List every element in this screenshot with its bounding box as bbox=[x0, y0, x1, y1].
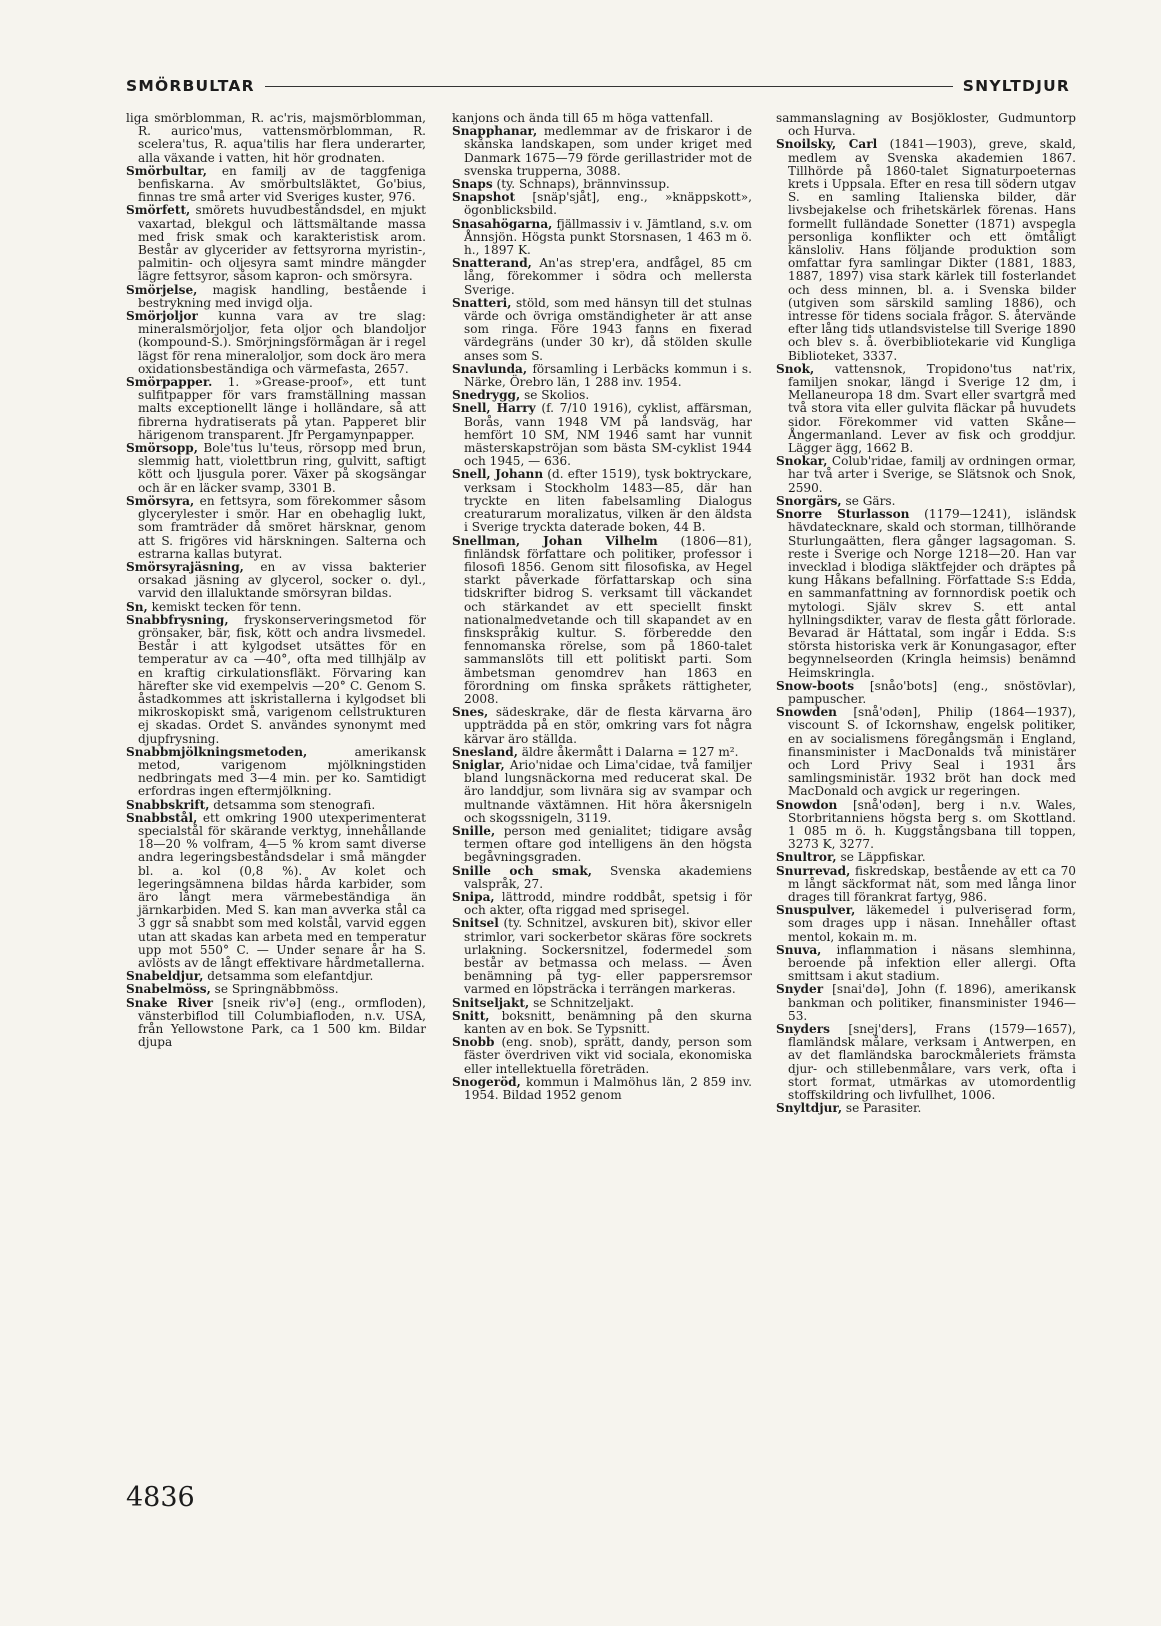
entry-text: detsamma som stenografi. bbox=[213, 797, 376, 812]
entry-text: sädeskrake, där de flesta kärvarna äro uppträdda på en stör, omkring vars fot några kärvar äro ställda. bbox=[464, 705, 752, 746]
entry-headword: Snowdon bbox=[776, 797, 838, 812]
entry-headword: Smörsopp, bbox=[126, 441, 198, 456]
entry-text: sammanslagning av Bosjökloster, Gudmuntorp och Hurva. bbox=[776, 112, 1076, 139]
entry-text: person med genialitet; tidigare avsåg termen oftare god intelligens än den högsta begåvningsgraden. bbox=[464, 823, 752, 865]
dictionary-entry bbox=[776, 944, 1076, 984]
entry-headword: Snow-boots bbox=[776, 678, 855, 693]
running-head-right: SNYLTDJUR bbox=[962, 77, 1070, 95]
entry-headword: Snurrevad, bbox=[776, 863, 851, 878]
dictionary-entry bbox=[776, 865, 1076, 905]
entry-headword: Snorre Sturlasson bbox=[776, 507, 910, 522]
column-1 bbox=[126, 112, 426, 1462]
dictionary-entry bbox=[452, 363, 752, 389]
entry-text: se Schnitzeljakt. bbox=[533, 995, 635, 1010]
entry-text: lättrodd, mindre roddbåt, spetsig i för och akter, ofta riggad med sprisegel. bbox=[464, 889, 752, 918]
entry-text: Bole'tus lu'teus, rörsopp med brun, slemmig hatt, violettbrun ring, gulvitt, saftigt kött och ljusgula porer. Växer på skogsängar och är en läcker svamp, 3301 B. bbox=[138, 441, 426, 495]
entry-headword: Snoilsky, Carl bbox=[776, 137, 878, 152]
entry-text: amerikansk metod, varigenom mjölkningstiden nedbringats med 3—4 min. per ko. Samtidigt erfordras ingen eftermjölkning. bbox=[138, 744, 426, 799]
dictionary-entry bbox=[452, 218, 752, 258]
entry-text: vattensnok, Tropidono'tus nat'rix, familjen snokar, längd i Sverige 12 dm, i Mellaneuropa 18 dm. Svart eller svartgrå med två stora vita eller gulvita fläckar på huvudets sidor. Förekommer vid vatten Skåne—Ångermanland. Lever av fisk och groddjur. Lägger ägg, 1662 B. bbox=[788, 361, 1076, 456]
entry-text: en fettsyra, som förekommer såsom glycerylester i smör. Har en obehaglig lukt, som framträder då smöret härsknar, genom att S. frigöres vid härskningen. Salterna och estrarna kallas butyrat. bbox=[138, 493, 426, 561]
entry-headword: Snabbskrift, bbox=[126, 797, 210, 812]
entry-text: kommun i Malmöhus län, 2 859 inv. 1954. Bildad 1952 genom bbox=[464, 1074, 752, 1103]
entry-text: kemiskt tecken för tenn. bbox=[151, 599, 302, 614]
dictionary-entry bbox=[126, 442, 426, 495]
dictionary-entry bbox=[776, 983, 1076, 1023]
entry-headword: Snorgärs, bbox=[776, 493, 842, 508]
entry-text: fjällmassiv i v. Jämtland, s.v. om Ånnsjön. Högsta punkt Storsnasen, 1 463 m ö. h., 1897 K. bbox=[464, 216, 752, 258]
entry-text: magisk handling, bestående i bestrykning med invigd olja. bbox=[138, 282, 426, 310]
entry-headword: Snille, bbox=[452, 823, 496, 838]
entry-text: äldre åkermått i Dalarna = 127 m². bbox=[521, 744, 739, 759]
entry-headword: Snavlunda, bbox=[452, 361, 528, 376]
dictionary-entry bbox=[776, 904, 1076, 944]
entry-text: [snej'ders], Frans (1579—1657), flamländsk målare, verksam i Antwerpen, en av det flamländska barockmåleriets främsta djur- och stillebenmålare, vars verk, ofta i stort format, utmärkas av utomordentlig stoffskildring och livfullhet, 1006. bbox=[788, 1022, 1076, 1103]
dictionary-entry bbox=[126, 614, 426, 746]
dictionary-entry bbox=[126, 112, 426, 165]
entry-headword: Snyders bbox=[776, 1022, 830, 1037]
dictionary-entry bbox=[126, 284, 426, 310]
dictionary-entry bbox=[776, 799, 1076, 852]
entry-text: fryskonserveringsmetod för grönsaker, bär, fisk, kött och andra livsmedel. Består i att kylgodset utsättes för en temperatur av ca —40°, ofta med tillhjälp av en kraftig cirkulationsfläkt. Förvaring kan härefter ske vid exempelvis —20° C. Genom S. åstadkommes att iskristallerna i kylgodset bli mikroskopiskt små, varigenom cellstrukturen ej skadas. Ordet S. användes synonymt med djupfrysning. bbox=[138, 612, 426, 746]
entry-text: en familj av de taggfeniga benfiskarna. Av smörbultsläktet, Go'bius, finnas tre små arter vid Sveriges kuster, 976. bbox=[138, 163, 426, 205]
entry-headword: Smörjoljor bbox=[126, 309, 198, 324]
entry-headword: Snitseljakt, bbox=[452, 995, 530, 1010]
entry-text: Colub'ridae, familj av ordningen ormar, har två arter i Sverige, se Slätsnok och Snok, 2590. bbox=[788, 454, 1076, 495]
dictionary-entry bbox=[126, 746, 426, 799]
dictionary-entry bbox=[452, 865, 752, 891]
entry-headword: Snapshot bbox=[452, 190, 516, 205]
dictionary-entry bbox=[776, 706, 1076, 798]
entry-text: inflammation i näsans slemhinna, beroende på infektion eller allergi. Ofta smittsam i akut stadium. bbox=[788, 942, 1076, 984]
dictionary-entry bbox=[126, 997, 426, 1050]
entry-headword: Snyder bbox=[776, 982, 824, 997]
entry-headword: Snille och smak, bbox=[452, 863, 593, 878]
entry-headword: Snell, Johann bbox=[452, 467, 544, 482]
dictionary-entry bbox=[776, 455, 1076, 495]
entry-text: [sneik riv'ə] (eng., ormfloden), vänsterbiflod till Columbiafloden, n.v. USA, från Yellowstone Park, ca 1 500 km. Bildar djupa bbox=[138, 995, 426, 1050]
entry-headword: Snesland, bbox=[452, 744, 518, 759]
entry-text: [snäp'sjåt], eng., »knäppskott», ögonblicksbild. bbox=[464, 190, 752, 218]
dictionary-entry bbox=[776, 680, 1076, 706]
entry-headword: Snasahögarna, bbox=[452, 216, 553, 231]
entry-text: [snå'odən], berg i n.v. Wales, Storbritanniens högsta berg s. om Skottland. 1 085 m ö. h. Kuggstångsbana till toppen, 3273 K, 3277. bbox=[788, 797, 1076, 852]
entry-headword: Snultror, bbox=[776, 850, 837, 865]
entry-text: (ty. Schnitzel, avskuren bit), skivor eller strimlor, vari sockerbetor skäras före sockrets urlakning. Sockersnitzel, fodermedel som består av betmassa och melass. — Även benämning på tyg- eller pappersremsor varmed en löpsträcka i terrängen markeras. bbox=[464, 916, 752, 997]
entry-text: 1. »Grease-proof», ett tunt sulfitpapper för vars framställning massan malts exceptionellt länge i holländare, så att fibrerna hydratiserats på ytan. Papperet blir härigenom transparent. Jfr Pergamynpapper. bbox=[138, 375, 426, 442]
entry-headword: Snell, Harry bbox=[452, 401, 536, 416]
entry-text: stöld, som med hänsyn till det stulnas värde och övriga omständigheter är att anse som ringa. Före 1943 fanns en fixerad värdegräns (under 30 kr), då stölden skulle anses som S. bbox=[464, 295, 752, 363]
dictionary-entry bbox=[452, 257, 752, 297]
dictionary-entry bbox=[126, 376, 426, 442]
entry-headword: Sniglar, bbox=[452, 757, 505, 772]
entry-text: kanjons och ända till 65 m höga vattenfall. bbox=[452, 112, 714, 125]
entry-text: fiskredskap, bestående av ett ca 70 m långt säckformat nät, som med långa linor drages till förankrat fartyg, 986. bbox=[788, 863, 1076, 904]
entry-text: Ario'nidae och Lima'cidae, två familjer bland lungsnäckorna med reducerat skal. De äro landdjur, som livnära sig av svampar och multnande växtämnen. Hit höra åkersnigeln och skogssnigeln, 3119. bbox=[464, 757, 752, 825]
dictionary-entry bbox=[452, 1076, 752, 1102]
entry-text: boksnitt, benämning på den skurna kanten av en bok. Se Typsnitt. bbox=[464, 1008, 752, 1037]
dictionary-entry bbox=[452, 468, 752, 534]
dictionary-entry bbox=[452, 1036, 752, 1076]
entry-text: läkemedel i pulveriserad form, som drages upp i näsan. Innehåller oftast mentol, kokain m. m. bbox=[788, 903, 1076, 944]
entry-text: se Parasiter. bbox=[845, 1101, 922, 1116]
entry-headword: Smörsyra, bbox=[126, 493, 195, 508]
entry-headword: Snok, bbox=[776, 361, 815, 376]
dictionary-entry bbox=[126, 165, 426, 205]
dictionary-entry bbox=[776, 508, 1076, 680]
entry-text: ett omkring 1900 utexperimenterat specialstål för skärande verktyg, innehållande 18—20 % volfram, 4—5 % krom samt diverse andra legeringsbeståndsdelar i små mängder bl. a. kol (0,8 %). Av kolet och legeringsämnena bildas hårda karbider, som äro långt mera värmebeständiga än järnkarbiden. Med S. kan man avverka stål ca 3 ggr så snabbt som med kolstål, varvid eggen utan att skadas kan arbeta med en temperatur upp mot 550° C. — Under senare år ha S. avlösts av de långt effektivare hårdmetallerna. bbox=[138, 810, 426, 970]
entry-headword: Snabeldjur, bbox=[126, 969, 204, 984]
column-2 bbox=[452, 112, 752, 1462]
column-3 bbox=[776, 112, 1076, 1462]
running-head-left: SMÖRBULTAR bbox=[126, 77, 255, 95]
entry-headword: Snatteri, bbox=[452, 295, 512, 310]
entry-headword: Snapphanar, bbox=[452, 124, 538, 139]
entry-text: (1806—81), finländsk författare och politiker, professor i filosofi 1856. Genom sitt filosofiska, av Hegel starkt påverkade författarskap och sina tidskrifter bidrog S. verksamt till väckandet och stärkandet av ett speciellt finskt nationalmedvetande och till skapandet av en finskspråkig kultur. S. förberedde den fennomanska rörelse, som på 1860-talet sammanslöts till ett politiskt parti. Som ämbetsman genomdrev han 1863 en förordning om finska språkets rättigheter, 2008. bbox=[464, 533, 752, 706]
entry-text: [snåo'bots] (eng., snöstövlar), pampuscher. bbox=[788, 678, 1076, 706]
dictionary-entry bbox=[126, 495, 426, 561]
entry-text: se Läppfiskar. bbox=[840, 850, 926, 865]
entry-headword: Snuva, bbox=[776, 942, 822, 957]
entry-headword: Snokar, bbox=[776, 454, 828, 469]
entry-headword: Snabbmjölkningsmetoden, bbox=[126, 744, 308, 759]
dictionary-entry bbox=[452, 535, 752, 707]
entry-text: liga smörblomman, R. ac'ris, majsmörblomman, R. aurico'mus, vattensmörblomman, R. scelera'tus, R. aqua'tilis har flera underarter, alla växande i vatten, hit hör grodnaten. bbox=[126, 112, 426, 165]
entry-headword: Smörbultar, bbox=[126, 163, 207, 178]
dictionary-entry bbox=[452, 297, 752, 363]
dictionary-entry bbox=[452, 1010, 752, 1036]
entry-text: kunna vara av tre slag: mineralsmörjoljor, feta oljor och blandoljor (kompound-S.). Smörjningsförmågan är i regel lägst för rena mineraloljor, som dock äro mera oxidationsbeständiga och värmefasta, 2657. bbox=[138, 309, 426, 376]
entry-headword: Snaps bbox=[452, 177, 493, 192]
entry-headword: Snuspulver, bbox=[776, 903, 856, 918]
dictionary-entry bbox=[776, 112, 1076, 138]
dictionary-entry bbox=[452, 125, 752, 178]
entry-headword: Snitsel bbox=[452, 916, 499, 931]
entry-headword: Snogeröd, bbox=[452, 1074, 521, 1089]
entry-text: (f. 7/10 1916), cyklist, affärsman, Borås, vann 1948 VM på landsväg, har hemfört 10 SM, NM 1946 samt har vunnit mästerskapströjan som bästa SM-cyklist 1944 och 1945, — 636. bbox=[464, 401, 752, 469]
entry-text: An'as strep'era, andfågel, 85 cm lång, förekommer i södra och mellersta Sverige. bbox=[464, 256, 752, 297]
entry-text: se Springnäbbmöss. bbox=[214, 982, 339, 997]
entry-headword: Sn, bbox=[126, 599, 148, 614]
entry-headword: Snipa, bbox=[452, 889, 495, 904]
entry-text: [snå'odən], Philip (1864—1937), viscount S. of Ickornshaw, engelsk politiker, en av socialismens föregångsmän i England, finansminister i MacDonalds två ministärer och Lord Privy Seal i 1931 års samlingsministär. 1932 bröt han dock med MacDonald och avgick ur regeringen. bbox=[788, 705, 1076, 799]
entry-text: se Gärs. bbox=[845, 493, 896, 508]
dictionary-entry bbox=[776, 363, 1076, 455]
entry-headword: Smörpapper. bbox=[126, 375, 213, 390]
entry-headword: Snedrygg, bbox=[452, 388, 521, 403]
entry-headword: Snes, bbox=[452, 705, 489, 720]
running-header bbox=[126, 76, 1070, 96]
dictionary-entry bbox=[126, 310, 426, 376]
entry-text: Svenska akademiens valspråk, 27. bbox=[464, 863, 752, 891]
dictionary-entry bbox=[452, 825, 752, 865]
entry-headword: Smörfett, bbox=[126, 203, 191, 218]
entry-headword: Snabelmöss, bbox=[126, 982, 211, 997]
entry-text: [snai'də], John (f. 1896), amerikansk bankman och politiker, finansminister 1946—53. bbox=[788, 982, 1076, 1023]
entry-headword: Snatterand, bbox=[452, 256, 532, 271]
entry-headword: Snitt, bbox=[452, 1008, 490, 1023]
entry-headword: Snyltdjur, bbox=[776, 1101, 843, 1116]
entry-text: medlemmar av de friskaror i de skånska landskapen, som under kriget med Danmark 1675—79 förde gerillastrider mot de svenska trupperna, 3088. bbox=[464, 124, 752, 178]
entry-text: (ty. Schnaps), brännvinssup. bbox=[496, 177, 670, 192]
entry-text: (eng. snob), sprätt, dandy, person som fäster överdriven vikt vid sociala, ekonomiska eller intellektuella företräden. bbox=[464, 1035, 752, 1076]
entry-text: (1179—1241), isländsk hävdatecknare, skald och storman, tillhörande Sturlungaätten, flera gånger lagsagoman. S. reste i Sverige och Norge 1218—20. Han var invecklad i blodiga släktfejder och dräptes på kung Håkans befallning. Författade S:s Edda, en sammanfattning av fornnordisk poetik och mytologi. Själv skrev S. ett antal hyllningsdikter, varav de flesta gått förlorade. Bevarad är Háttatal, som ingår i Edda. S:s största historiska verk är Konungasagor, efter begynnelseorden (Kringla heimsis) benämnd Heimskringla. bbox=[788, 507, 1076, 680]
entry-headword: Snobb bbox=[452, 1035, 495, 1050]
entry-headword: Smörsyrajäsning, bbox=[126, 559, 244, 574]
entry-headword: Snellman, Johan Vilhelm bbox=[452, 533, 658, 548]
entry-headword: Snabbstål, bbox=[126, 810, 198, 825]
entry-text: (1841—1903), greve, skald, medlem av Svenska akademien 1867. Tillhörde på 1860-talet Signaturpoeternas krets i Uppsala. Efter en resa till södern utgav S. en samling Italienska bilder, där livsbejakelse och frihetskärlek förenas. Hans formellt fulländade Sonetter (1871) avspegla personliga konflikter och ett ömtåligt känsloliv. Hans följande produktion som omfattar fyra samlingar Dikter (1881, 1883, 1887, 1897) visa stark kärlek till fosterlandet och dess minnen, bl. a. i Svenska bilder (utgiven som särskild samling 1886), och intresse för tidens sociala frågor. S. återvände efter lång tids utlandsvistelse till Sverige 1890 och blev s. å. överbibliotekarie vid Kungliga Biblioteket, 3337. bbox=[788, 137, 1076, 363]
entry-headword: Snowden bbox=[776, 705, 837, 720]
entry-text: smörets huvudbeståndsdel, en mjukt vaxartad, blekgul och lättsmältande massa med frisk smak och karakteristisk arom. Består av glycerider av fettsyrorna myristin-, palmitin- och oljesyra samt mindre mängder lägre fettsyror, såsom kapron- och smörsyra. bbox=[138, 203, 426, 284]
dictionary-entry bbox=[126, 204, 426, 283]
dictionary-entry bbox=[452, 759, 752, 825]
dictionary-entry bbox=[452, 191, 752, 217]
dictionary-entry bbox=[776, 138, 1076, 362]
entry-text: en av vissa bakterier orsakad jäsning av glycerol, socker o. dyl., varvid den illaluktande smörsyran bildas. bbox=[138, 559, 426, 601]
dictionary-entry bbox=[126, 561, 426, 601]
entry-text: detsamma som elefantdjur. bbox=[207, 969, 374, 984]
entry-headword: Snake River bbox=[126, 995, 214, 1010]
dictionary-entry bbox=[452, 706, 752, 746]
entry-text: församling i Lerbäcks kommun i s. Närke, Örebro län, 1 288 inv. 1954. bbox=[464, 361, 752, 390]
entry-headword: Smörjelse, bbox=[126, 282, 198, 297]
entry-text: (d. efter 1519), tysk boktryckare, verksam i Stockholm 1483—85, där han tryckte en liten fabelsamling Dialogus creaturarum moralizatus, vilken är den äldsta i Sverige tryckta daterade boken, 44 B. bbox=[464, 467, 752, 535]
dictionary-entry bbox=[452, 917, 752, 996]
dictionary-entry bbox=[452, 402, 752, 468]
entry-text: se Skolios. bbox=[524, 388, 590, 403]
header-rule bbox=[265, 86, 953, 87]
dictionary-entry bbox=[776, 1023, 1076, 1102]
entry-headword: Snabbfrysning, bbox=[126, 612, 229, 627]
dictionary-entry bbox=[126, 812, 426, 970]
page-number: 4836 bbox=[126, 1482, 195, 1513]
dictionary-entry bbox=[452, 891, 752, 917]
dictionary-entry bbox=[776, 1102, 1076, 1115]
